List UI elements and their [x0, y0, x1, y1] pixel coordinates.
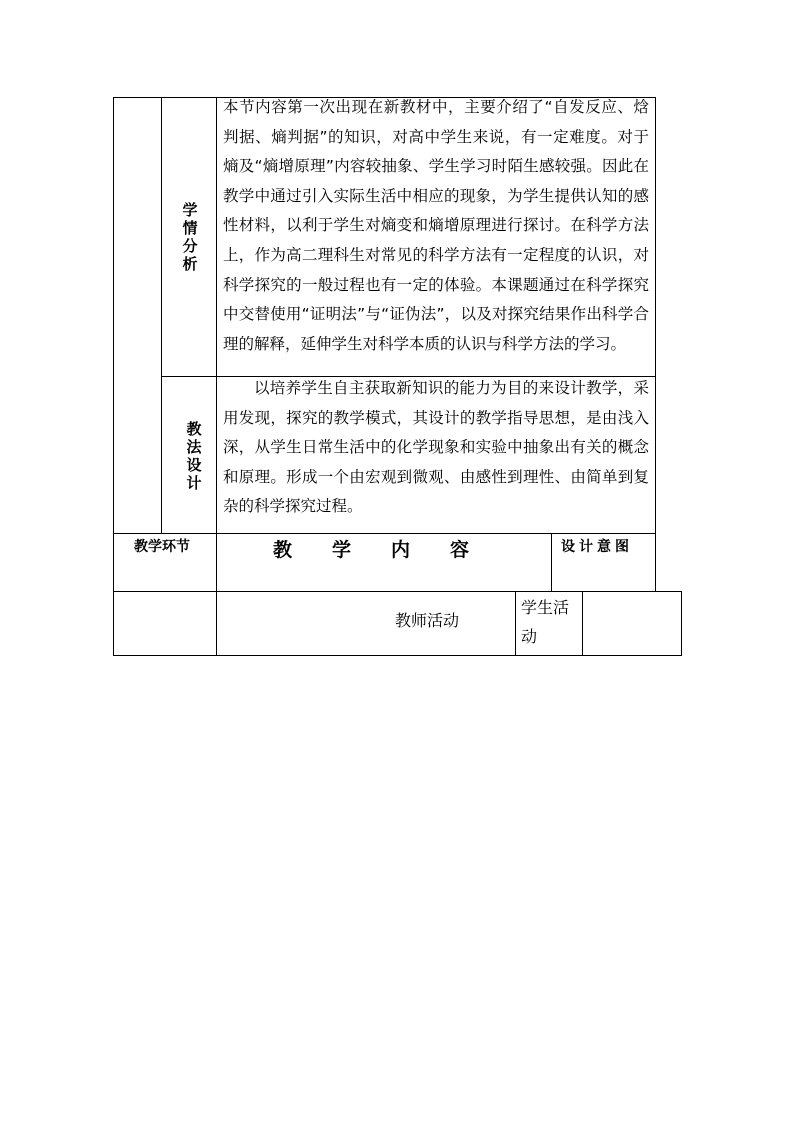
header-teaching-content: 教学内容 — [273, 539, 510, 561]
rule-right-upper — [655, 97, 656, 592]
rule-right-lower — [681, 591, 682, 656]
rule-bottom — [113, 655, 682, 656]
rule-left — [113, 97, 114, 656]
teacher-activity-label: 教师活动 — [395, 611, 460, 630]
teaching-method-label: 教法设计 — [186, 420, 202, 492]
student-analysis-text: 本节内容第一次出现在新教材中，主要介绍了“自发反应、焓判据、熵判据”的知识，对高中学生来说，有一定难度。对于熵及“熵增原理”内容较抽象、学生学习时陌生感较强。因此在教学中通过引入实际生活中相应的现象，为学生提供认知的感性材料，以利于学生对熵变和熵增原理进行探讨。在科学方法上，作为高二理科生对常见的科学方法有一定程度的认识，对科学探究的一般过程也有一定的体验。本课题通过在科学探究中交替使用“证明法”与“证伪法”，以及对探究结果作出科学合理的解释，延伸学生对科学本质的认识与科学方法的学习。 — [223, 98, 649, 353]
header-teaching-step: 教学环节 — [134, 539, 190, 555]
rule-header-top — [113, 533, 656, 534]
rule-header-bottom — [113, 591, 682, 592]
rule-student-left — [515, 591, 516, 656]
rule-design-left — [551, 533, 552, 592]
rule-student-right — [582, 591, 583, 656]
rule-label-right — [216, 97, 217, 656]
header-design-intent: 设计意图 — [561, 539, 633, 555]
rule-label-left — [161, 97, 162, 534]
student-activity-label: 学生活动 — [521, 598, 570, 646]
teaching-method-text: 以培养学生自主获取新知识的能力为目的来设计教学，采用发现，探究的教学模式，其设计的教学指导思想，是由浅入深，从学生日常生活中的化学现象和实验中抽象出有关的概念和原理。形成一个由宏观到微观、由感性到理性、由简单到复杂的科学探究过程。 — [223, 379, 649, 516]
student-analysis-label: 学情分析 — [182, 201, 198, 273]
